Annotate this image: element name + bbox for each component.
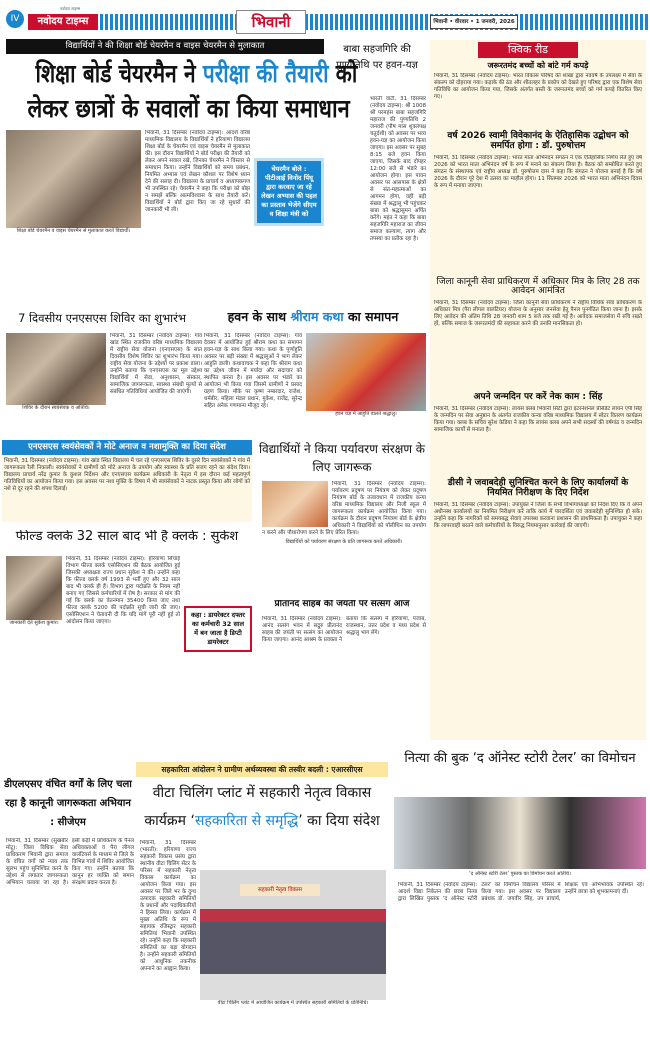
lead-headline (4, 56, 358, 128)
nss-caption: शिविर के दौरान स्वयंसेवक व अतिथि। (22, 405, 90, 411)
dateline: भिवानी • वीरवार • 1 जनवरी, 2026 (430, 15, 518, 29)
baba-headline: बाबा सहजगिरि की पुण्यतिथि पर हवन-यज्ञ (336, 44, 418, 71)
vita-photo (200, 870, 386, 1000)
quick-read-column (430, 40, 646, 740)
lead-callout: चेयरमैन बोले : पीटीआई विनोद पिंघू द्वारा करवाए जा रहे लेखन अभ्यास की पहल का प्रस्ताव भेजेंगे सीएम व शिक्षा मंत्री को (254, 158, 324, 226)
lead-body: भिवानी, 31 दिसम्बर (नवोदय टाइम्स): आदर्श वरिष्ठ माध्यमिक विद्यालय के विद्यार्थियों ने हरियाणा विद्यालय शिक्षा बोर्ड के चेयरमैन एवं वाइस चेयरमैन से मुलाकात की। इस दौरान विद्यार्थियों ने बोर्ड परीक्षा की तैयारी को लेकर अपने सवाल रखे, जिनका चेयरमैन ने विस्तार से समाधान किया। उन्होंने विद्यार्थियों को समय प्रबंधन, नियमित अभ्यास एवं लेखन कौशल पर विशेष ध्यान देने की सलाह दी। विद्यालय के प्राचार्य व अध्यापकगण भी उपस्थित रहे। चेयरमैन ने कहा कि परीक्षा को बोझ न समझें बल्कि आत्मविश्वास के साथ तैयारी करें। विद्यार्थियों ने बोर्ड द्वारा किए जा रहे सुधारों की जानकारी भी ली। (145, 130, 250, 213)
pritanand-headline: प्रीतानंद साहब की जयंती पर सत्संग आज (274, 600, 410, 609)
env-photo (262, 481, 328, 527)
lead-photo-caption: शिक्षा बोर्ड चेयरमैन व वाइस चेयरमैन से मुलाकात करते विद्यार्थी। (16, 228, 131, 234)
lead-photo (6, 130, 141, 228)
dlsa-headline: डीएलएसए वंचित वर्गों के लिए चला रहा है कानूनी जागरूकता अभियान : सीजेएम (4, 779, 132, 828)
pritanand-body: भिवानी, 31 दिसम्बर (नवोदय टाइम्स): आनंद सत्संग भवन में सद्गुरु प्रीतानंद साहब की जयंती पर सत्संग का आयोजन किया जाएगा। आनंद आश्रम के प्रवक्ता ने बताया कि सत्संग में हरियाणा, पंजाब, राजस्थान, उत्तर प्रदेश व मध्य प्रदेश से श्रद्धालु भाग लेंगे। (262, 616, 426, 643)
vita-caption: वीटा चिलिंग प्लांट में आयोजित कार्यक्रम में उपस्थित सहकारी समितियों के प्रतिनिधि। (217, 1000, 369, 1006)
clerk-story-area (6, 556, 252, 758)
clerk-callout: कहा : डायरेक्टर दफ्तर का कर्मचारी 32 साल में बन जाता है डिप्टी डायरेक्टर (184, 606, 252, 652)
edition-tab: भिवानी (236, 10, 306, 34)
nss-photo-block (6, 333, 106, 412)
havan-photo (306, 333, 426, 411)
vita-photo-banner: सहकारी नेतृत्व विकास (240, 884, 320, 896)
vita-photo-block (200, 870, 386, 1007)
lead-photo-block (6, 130, 141, 235)
lead-kicker: विद्यार्थियों ने की शिक्षा बोर्ड चेयरमैन व वाइस चेयरमैन से मुलाकात (6, 39, 324, 54)
havan-headline: हवन के साथ श्रीराम कथा का समापन (227, 310, 399, 324)
book-photo (394, 797, 646, 869)
vita-headline (136, 779, 388, 837)
nss-headline: 7 दिवसीय एनएसएस शिविर का शुभारंभ (18, 312, 186, 325)
quick-item: अपने जन्मदिन पर करें नेक काम : सिंह भिवानी, 31 दिसम्बर (नवोदय टाइम्स): लायंस क्लब भिवानी सिटी द्वारा इंटरनेशनल प्रेसिडेंट लायन एपी सिंह के जन्मदिन पर सेवा अनुष्ठान के अंतर्गत राजकीय कन्या वरिष्ठ माध्यमिक विद्यालय में स्वेटर वितरण कार्यक्रम किया गया। क्लब के सचिव सुरेश केडिया ने कहा कि लायंस क्लब अपने सभी सदस्यों की वर्षगांठ व जन्मदिन सामाजिक कार्यों से मनाता है। (434, 392, 642, 434)
quick-item: वर्ष 2026 स्वामी विवेकानंद के ऐतिहासिक उद्बोधन को समर्पित होगा : डॉ. पुरुषोत्तम भिवानी, 31 दिसम्बर (नवोदय टाइम्स): भारत माता अभिनंदन संगठन ने एक ऐतिहासिक निर्णय लेते हुए वर्ष 2026 को भारत माता अभिनंदन वर्ष के रूप में मनाने का संकल्प लिया है। बैठक को सम्बोधित करते हुए संगठन के संस्थापक एवं राष्ट्रीय अध्यक्ष डॉ. पुरुषोत्तम दास ने कहा कि संगठन ने योजना बनाई है कि वर्ष 2026 के दौरान पूरे देश में उत्सव का माहौल होगा। 11 सितम्बर 2026 को भारत माता अभिनंदन दिवस के रूप में मनाया जाएगा। (434, 130, 642, 189)
clerk-body: भिवानी, 31 दिसम्बर (नवोदय टाइम्स): हरियाणा सिंचाई विभाग फील्ड क्लर्क एसोसिएशन की बैठक आयोजित हुई जिसकी अध्यक्षता राज्य प्रधान सुकेश ने की। उन्होंने कहा कि फील्ड क्लर्क वर्ष 1993 से भर्ती हुए और 32 साल बाद भी क्लर्क ही हैं। विभाग द्वारा पदोन्नति के नियम नहीं बनाए गए जिससे कर्मचारियों में रोष है। सरकार से मांग की गई कि क्लर्क का वेतनमान 35400 किया जाए तथा फील्ड क्लर्क 5200 की पदोन्नति सूची जारी की जाए। एसोसिएशन ने चेतावनी दी कि यदि मांगें पूरी नहीं हुई तो आंदोलन किया जाएगा। (66, 556, 180, 625)
quick-read-label: क्विक रीड (478, 42, 578, 58)
book-headline: नित्या की बुक ‘द ऑनेस्ट स्टोरी टेलर’ का विमोचन (404, 751, 636, 766)
page-number: IV (6, 10, 24, 28)
lead-headline-line1: शिक्षा बोर्ड चेयरमैन ने परीक्षा की तैयारी को (35, 59, 358, 88)
lead-headline-line2: लेकर छात्रों के सवालों का किया समाधान (27, 94, 350, 123)
clerk-photo (6, 556, 62, 620)
clerk-photo-block (6, 556, 62, 627)
paper-logo: नवोदय टाइम्स (28, 14, 98, 30)
nss-photo (6, 333, 106, 405)
book-caption: ‘द ऑनेस्ट स्टोरी टेलर’ पुस्तक का विमोचन करते अतिथि। (469, 871, 571, 877)
masthead-tagline: नवोदय टाइम्स (60, 6, 81, 11)
vita-body: भिवानी, 31 दिसम्बर (भारती): हरियाणा राज्य सहकारी विकास प्रसंघ द्वारा स्थानीय वीटा चिलिंग सेंटर के परिसर में सहकारी नेतृत्व विकास कार्यक्रम का आयोजन किया गया। इस अवसर पर जिले भर के दुग्ध उत्पादक सहकारी समितियों के प्रधानों और पदाधिकारियों ने हिस्सा लिया। कार्यक्रम में मुख्य अतिथि के रूप में सहायक रजिस्ट्रार सहकारी समितियां भिवानी उपस्थित रहे। उन्होंने कहा कि सहकारी समितियों का बड़ा योगदान है। उन्होंने सहकारी समितियों को आधुनिक तकनीक अपनाने का आह्वान किया। (140, 840, 196, 972)
env-headline: विद्यार्थियों ने किया पर्यावरण संरक्षण के लिए जागरूक (258, 442, 426, 474)
havan-body: भिवानी, 31 दिसम्बर (नवोदय टाइम्स): गांव देवसर में आयोजित हुई श्रीराम कथा का समापन हवन-यज्ञ के साथ किया गया। कथा के पूर्णाहुति अवसर पर बड़ी संख्या में श्रद्धालुओं ने भाग लेकर आहुति डाली। कथावाचक ने कहा कि श्रीराम कथा का उद्देश्य जीवन में मर्यादा और सदाचार को स्थापित करना है। इस अवसर पर भंडारे का आयोजन भी किया गया जिसमें ग्रामीणों ने प्रसाद ग्रहण किया। मौके पर कृष्ण नम्बरदार, राजेश, धर्मबीर, महिला मंडल प्रधान, मुकेश, राजेंद्र, सुरेन्द्र सहित अनेक गणमान्य मौजूद रहे। (204, 333, 302, 409)
vita-story-area (140, 840, 386, 1040)
havan-story-area (204, 333, 426, 438)
nss-body: भिवानी, 31 दिसम्बर (नवोदय टाइम्स): गांव खांड स्थित राजकीय वरिष्ठ माध्यमिक विद्यालय में राष्ट्रीय सेवा योजना (एनएसएस) के सात दिवसीय विशेष शिविर का शुभारंभ किया गया। राष्ट्रीय सेवा योजना के उद्देश्यों पर प्रकाश डाला। उन्होंने बताया कि एनएसएस का मूल उद्देश्य विद्यार्थियों में सेवा, अनुशासन, संस्कार, सामाजिक जागरूकता, स्वास्थ्य संबंधी मूल्यों से संबंधित गतिविधियां आयोजित की जाएंगी। (110, 333, 202, 395)
havan-photo-block (306, 333, 426, 418)
env-caption: विद्यार्थियों को पर्यावरण संरक्षण के प्रति जागरूक करते अधिकारी। (285, 539, 403, 545)
clerk-headline: फील्ड क्लर्क 32 साल बाद भी हैं क्लर्क : सुकेश (15, 530, 239, 544)
vita-headline-line2: कार्यक्रम ‘सहकारिता से समृद्धि’ का दिया संदेश (144, 813, 380, 829)
masthead (0, 0, 650, 38)
book-body: भिवानी, 31 दिसम्बर (नवोदय टाइम्स): आदर्श विद्या निकेतन की छात्रा नित्या द्वारा लिखित पुस्तक ‘द ऑनेस्ट स्टोरी टेलर’ का विमोचन विद्यालय परिसर में किया गया। इस अवसर पर विद्यालय प्रबंधक डॉ. जयवीर सिंह, उप प्राचार्य, शिक्षक एवं अभिभावक उपस्थित रहे। उन्होंने छात्रा को शुभकामनाएं दीं। (398, 882, 644, 902)
vita-kicker: सहकारिता आंदोलन ने ग्रामीण अर्थव्यवस्था की तस्वीर बदली : एआरसीएस (136, 762, 388, 777)
quick-item: जरूरतमंद बच्चों को बांटे गर्म कपड़े भिवानी, 31 दिसम्बर (नवोदय टाइम्स): भारत विकास परिषद की शाखा द्वारा नववर्ष के उपलक्ष्य में सेवा के संकल्प को दोहराया गया। कड़ाके की ठंड और शीतलहर के प्रकोप को देखते हुए परिषद द्वारा एक विशेष सेवा गतिविधि का आयोजन किया गया, जिसके अंतर्गत बस्ती के जरूरतमंद बच्चों को गर्म कपड़े वितरित किए गए। (434, 61, 642, 100)
env-body: भिवानी, 31 दिसम्बर (नवोदय टाइम्स): पर्यावरण प्रदूषण पर नियंत्रण को लेकर प्रदूषण नियंत्रण बोर्ड के तत्वावधान में राजकीय कन्या वरिष्ठ माध्यमिक विद्यालय और निजी स्कूल में जागरूकता कार्यक्रम आयोजित किया गया। कार्यक्रम के दौरान प्रदूषण नियंत्रण बोर्ड के क्षेत्रीय अधिकारी ने विद्यार्थियों को पॉलीथिन का उपयोग न करने और पौधारोपण करने के लिए प्रेरित किया। (262, 481, 426, 536)
lead-story-area (6, 130, 324, 310)
vita-headline-line1: वीटा चिलिंग प्लांट में सहकारी नेतृत्व विकास (152, 785, 372, 801)
dlsa-body: भिवानी, 31 दिसम्बर (सुखबीर मोटू): जिला विधिक सेवा प्राधिकरण भिवानी द्वारा समाज के वंचित वर्गों को न्याय तक सुलभ पहुंच सुनिश्चित करने के उद्देश्य से लगातार जागरूकता अभियान चलाया जा रहा है। इसी कड़ी में प्राधिकरण के पैनल अधिवक्ताओं व पैरा लीगल वालंटियर्स के माध्यम से जिले के विभिन्न गांवों में शिविर आयोजित किए गए। उन्होंने बताया कि कानून हर व्यक्ति को समान संरक्षण प्रदान करता है। (6, 838, 134, 886)
quick-item: डीसी ने जवाबदेही सुनिश्चित करने के लिए कार्यालयों के नियमित निरीक्षण के दिए निर्देश भिवानी, 31 दिसम्बर (नवोदय टाइम्स): उपायुक्त ने जिला के सभी विभागाध्यक्षों को निर्देश दिए कि वे अपने अधीनस्थ कार्यालयों का नियमित निरीक्षण करें ताकि कार्य में पारदर्शिता एवं जवाबदेही सुनिश्चित हो सके। उन्होंने कहा कि नागरिकों को समयबद्ध सेवाएं उपलब्ध करवाना प्रशासन की प्राथमिकता है। उपायुक्त ने कहा कि लापरवाही बरतने वाले कर्मचारियों के विरुद्ध नियमानुसार कार्रवाई की जाएगी। (434, 478, 642, 530)
havan-caption: हवन यज्ञ में आहुति डालते श्रद्धालु। (335, 411, 397, 417)
quick-item: जिला कानूनी सेवा प्राधिकरण में अधिकार मित्र के लिए 28 तक आवेदन आमंत्रित भिवानी, 31 दिसम्बर (नवोदय टाइम्स): जिला कानूनी सेवा प्राधिकरण ने राष्ट्रीय विधिक सेवा प्राधिकरण के अधिकार मित्र (पैरा लीगल वालंटियर) योजना के अनुसार जनसेवा हेतु पैनल पुनर्गठित किया जाना है। इसके लिए आवेदन की अंतिम तिथि 28 जनवरी शाम 5 बजे तक रखी गई है। आवेदक समाजसेवा में रुचि रखते हों, बल्कि समाज के जरूरतमंदों की सहायता करने की उनकी मानसिकता हो। (434, 276, 642, 328)
nss-banner-body: भिवानी, 31 दिसम्बर (नवोदय टाइम्स): गांव खांड स्थित विद्यालय में चल रहे एनएसएस शिविर के दूसरे दिन स्वयंसेवकों ने गांव में जागरूकता रैली निकाली। स्वयंसेवकों ने ग्रामीणों को मोटे अनाज के उपयोग और स्वास्थ्य के प्रति सजग रहने का संदेश दिया। विद्यालय प्राचार्य नरेंद्र कुमार के कुशल निर्देशन और एनएसएस कार्यक्रम अधिकारी के नेतृत्व में इस दौरान कई महत्वपूर्ण गतिविधियों का आयोजन किया गया। इस अवसर पर नशा मुक्ति के विषय में भी स्वयंसेवकों ने नाटक प्रस्तुत किया और लोगों को नशे से दूर रहने की शपथ दिलाई। (2, 456, 252, 522)
baba-body: भारती वाटी, 31 दिसम्बर (नवोदय टाइम्स): श्री 1008 श्री परमहंस बाबा सहजगिरि महाराज की पुण्यतिथि 2 जनवरी (पौष मास शुक्लपक्ष चतुर्दशी) को अवसर पर भव्य हवन-यज्ञ का आयोजन किया जाएगा। इस अवसर पर सुबह 8:15 बजे हवन किया जाएगा, जिसके बाद दोपहर 12:00 बजे से भंडारे का आयोजन होगा। इस पावन अवसर पर आसपास के क्षेत्रों से संत-महात्माओं का आगमन होगा, वहीं बड़ी संख्या में श्रद्धालु भी पहुंचकर बाबा को श्रद्धासुमन अर्पित करेंगे। महंत ने कहा कि बाबा सहजगिरि महाराज का जीवन समाज कल्याण, त्याग और तपस्या का प्रतीक रहा है। (370, 96, 426, 242)
nss-banner: एनएसएस स्वयंसेवकों ने मोटे अनाज व नशामुक्ति का दिया संदेश (2, 440, 252, 455)
env-story-area (262, 481, 426, 596)
nss-story-area (6, 333, 202, 437)
clerk-caption: जानकारी देते सुकेश कुमार। (9, 620, 59, 626)
